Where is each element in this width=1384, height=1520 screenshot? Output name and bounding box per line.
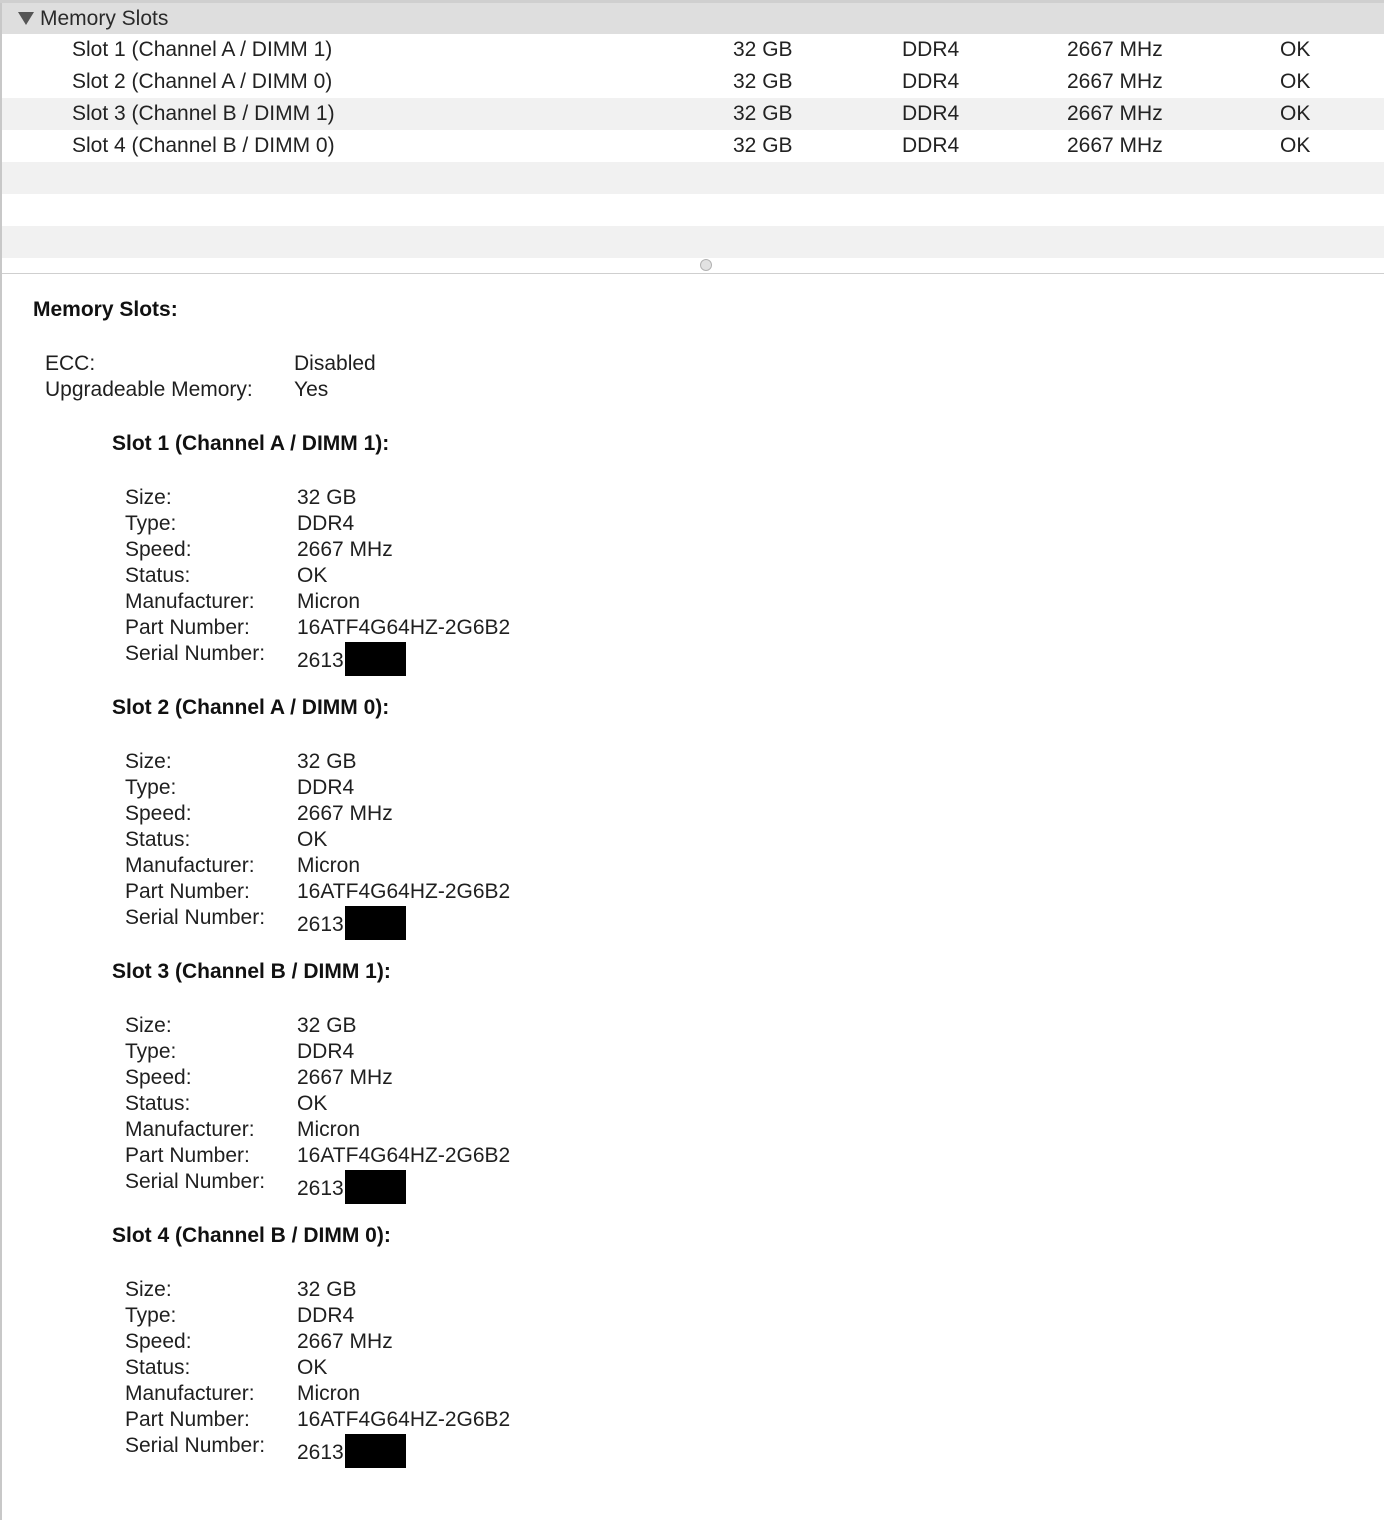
size-value: 32 GB [297, 1278, 357, 1301]
manufacturer-value: Micron [297, 1118, 361, 1141]
empty-row [2, 226, 1384, 258]
row-type: DDR4 [902, 70, 960, 93]
size-label: Size: [125, 1278, 172, 1301]
size-value: 32 GB [297, 1014, 357, 1037]
type-value: DDR4 [297, 1040, 355, 1063]
row-name: Slot 3 (Channel B / DIMM 1) [72, 102, 335, 125]
row-status: OK [1280, 38, 1311, 61]
status-label: Status: [125, 564, 191, 587]
list-row-slot-3[interactable] [2, 98, 1384, 130]
serial-number-label: Serial Number: [125, 906, 266, 929]
type-label: Type: [125, 776, 177, 799]
ecc-label: ECC: [45, 352, 96, 375]
part-number-value: 16ATF4G64HZ-2G6B2 [297, 1144, 511, 1167]
list-group-header[interactable] [2, 3, 1384, 34]
upgradeable-memory-label: Upgradeable Memory: [45, 378, 253, 401]
type-value: DDR4 [297, 776, 355, 799]
type-value: DDR4 [297, 1304, 355, 1327]
speed-value: 2667 MHz [297, 1066, 393, 1089]
memory-slots-list [2, 3, 1384, 258]
serial-number-label: Serial Number: [125, 1170, 266, 1193]
status-value: OK [297, 1356, 328, 1379]
slot-title: Slot 3 (Channel B / DIMM 1): [112, 960, 391, 983]
part-number-label: Part Number: [125, 880, 250, 903]
row-name: Slot 1 (Channel A / DIMM 1) [72, 38, 333, 61]
manufacturer-label: Manufacturer: [125, 590, 255, 613]
manufacturer-label: Manufacturer: [125, 1118, 255, 1141]
list-group-label: Memory Slots [40, 7, 169, 30]
redaction-box [345, 1170, 406, 1204]
manufacturer-label: Manufacturer: [125, 1382, 255, 1405]
serial-number [297, 1170, 406, 1204]
manufacturer-value: Micron [297, 1382, 361, 1405]
list-row-slot-4[interactable] [2, 130, 1384, 162]
redaction-box [345, 906, 406, 940]
status-value: OK [297, 564, 328, 587]
row-speed: 2667 MHz [1067, 70, 1163, 93]
empty-row [2, 162, 1384, 194]
slot-title: Slot 2 (Channel A / DIMM 0): [112, 696, 390, 719]
redaction-box [345, 1434, 406, 1468]
status-label: Status: [125, 1356, 191, 1379]
serial-number-value: 2613 [297, 1177, 344, 1200]
row-speed: 2667 MHz [1067, 38, 1163, 61]
serial-number-label: Serial Number: [125, 642, 266, 665]
speed-value: 2667 MHz [297, 1330, 393, 1353]
redaction-box [345, 642, 406, 676]
speed-label: Speed: [125, 802, 192, 825]
pane-splitter[interactable] [2, 258, 1384, 274]
row-size: 32 GB [733, 70, 793, 93]
serial-number-value: 2613 [297, 1441, 344, 1464]
ecc-value: Disabled [294, 352, 376, 375]
speed-label: Speed: [125, 1066, 192, 1089]
speed-value: 2667 MHz [297, 538, 393, 561]
list-row-slot-2[interactable] [2, 66, 1384, 98]
detail-title: Memory Slots: [33, 298, 178, 321]
slot-title: Slot 4 (Channel B / DIMM 0): [112, 1224, 391, 1247]
speed-value: 2667 MHz [297, 802, 393, 825]
disclosure-triangle-icon[interactable] [18, 12, 34, 25]
type-label: Type: [125, 512, 177, 535]
type-value: DDR4 [297, 512, 355, 535]
serial-number [297, 642, 406, 676]
type-label: Type: [125, 1040, 177, 1063]
list-row-slot-1[interactable] [2, 34, 1384, 66]
row-speed: 2667 MHz [1067, 102, 1163, 125]
status-value: OK [297, 1092, 328, 1115]
size-label: Size: [125, 1014, 172, 1037]
serial-number-value: 2613 [297, 913, 344, 936]
status-label: Status: [125, 828, 191, 851]
upgradeable-memory-value: Yes [294, 378, 329, 401]
status-value: OK [297, 828, 328, 851]
speed-label: Speed: [125, 538, 192, 561]
slot-title: Slot 1 (Channel A / DIMM 1): [112, 432, 390, 455]
row-type: DDR4 [902, 102, 960, 125]
splitter-handle-icon[interactable] [700, 259, 712, 271]
part-number-value: 16ATF4G64HZ-2G6B2 [297, 1408, 511, 1431]
size-value: 32 GB [297, 750, 357, 773]
part-number-value: 16ATF4G64HZ-2G6B2 [297, 616, 511, 639]
row-status: OK [1280, 134, 1311, 157]
size-value: 32 GB [297, 486, 357, 509]
row-size: 32 GB [733, 102, 793, 125]
size-label: Size: [125, 750, 172, 773]
row-status: OK [1280, 70, 1311, 93]
type-label: Type: [125, 1304, 177, 1327]
row-type: DDR4 [902, 38, 960, 61]
serial-number [297, 1434, 406, 1468]
row-size: 32 GB [733, 38, 793, 61]
status-label: Status: [125, 1092, 191, 1115]
manufacturer-value: Micron [297, 854, 361, 877]
size-label: Size: [125, 486, 172, 509]
serial-number-value: 2613 [297, 649, 344, 672]
empty-row [2, 194, 1384, 226]
speed-label: Speed: [125, 1330, 192, 1353]
manufacturer-value: Micron [297, 590, 361, 613]
part-number-label: Part Number: [125, 1144, 250, 1167]
row-size: 32 GB [733, 134, 793, 157]
row-speed: 2667 MHz [1067, 134, 1163, 157]
part-number-label: Part Number: [125, 616, 250, 639]
part-number-label: Part Number: [125, 1408, 250, 1431]
part-number-value: 16ATF4G64HZ-2G6B2 [297, 880, 511, 903]
manufacturer-label: Manufacturer: [125, 854, 255, 877]
row-name: Slot 4 (Channel B / DIMM 0) [72, 134, 335, 157]
row-status: OK [1280, 102, 1311, 125]
serial-number-label: Serial Number: [125, 1434, 266, 1457]
row-type: DDR4 [902, 134, 960, 157]
serial-number [297, 906, 406, 940]
row-name: Slot 2 (Channel A / DIMM 0) [72, 70, 333, 93]
